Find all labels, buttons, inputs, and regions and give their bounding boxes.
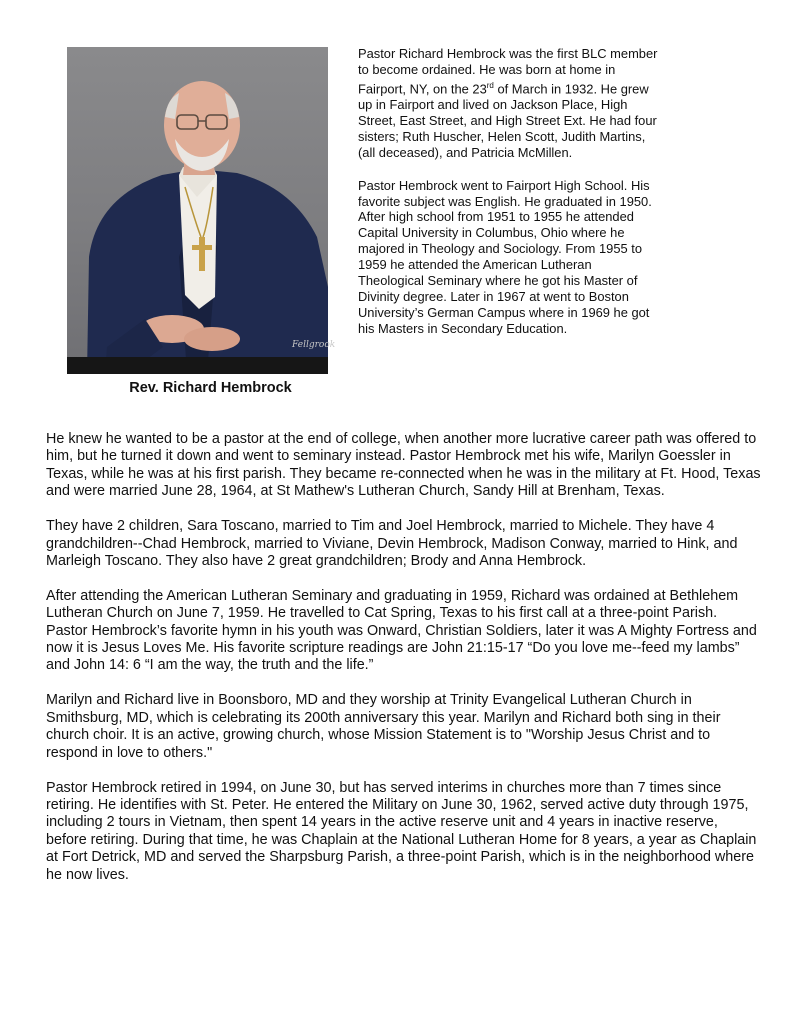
body-paragraph-4: Marilyn and Richard live in Boonsboro, MD and they worship at Trinity Evangelical Lutheran Church in Smithsburg, MD, which is celebrating its 200th anniversary this year. Marilyn and Richard both sing in their church choir. It is an active, growing church, whose Mission Statement is to "Worship Jesus Christ and to respond in love to others.": [46, 692, 721, 761]
intro-paragraph-2: Pastor Hembrock went to Fairport High School. His favorite subject was English. He graduated in 1950. After high school from 1951 to 1955 he attended Capital University in Columbus, Ohio where he majored in Theology and Sociology. From 1955 to 1959 he attended the American Lutheran Theological Seminary where he got his Master of Divinity degree. Later in 1967 at went to Boston University’s German Campus where in 1969 he got his Masters in Secondary Education.: [358, 177, 652, 336]
intro-p1-text: Pastor Richard Hembrock was the first BLC member to become ordained. He was born at home in Fairport, NY, on the 23: [358, 46, 658, 97]
photo-signature: Fellgrook: [292, 340, 336, 350]
intro-p1-text-cont: of March in 1932. He grew up in Fairport and lived on Jackson Place, High Street, East Street, and High Street Ext. He had four sisters; Ruth Huscher, Helen Scott, Judith Martins, (all deceased), and Patricia McMillen.: [358, 81, 657, 160]
biography-body: [46, 431, 761, 901]
body-paragraph-5: Pastor Hembrock retired in 1994, on June 30, but has served interims in churches more than 7 times since retiring. He identifies with St. Peter. He entered the Military on June 30, 1962, served active duty through 1975, including 2 tours in Vietnam, then spent 14 years in the active reserve unit and 4 years in inactive reserve, before retiring. During that time, he was Chaplain at the National Lutheran Home for 8 years, a year as Chaplain at Fort Detrick, MD and served the Sharpsburg Parish, a three-point Parish, which is in the neighborhood where he now lives.: [46, 779, 757, 883]
portrait-photo: [67, 47, 336, 374]
intro-paragraph-1: [358, 46, 658, 161]
ordinal-suffix: rd: [486, 80, 494, 90]
body-paragraph-2: They have 2 children, Sara Toscano, married to Tim and Joel Hembrock, married to Michele. They have 4 grandchildren--Chad Hembrock, married to Viviane, Devin Hembrock, Madison Conway, married to Hink, and Marleigh Toscano. They also have 2 great grandchildren; Brody and Anna Hembrock.: [46, 518, 738, 569]
portrait-illustration: [67, 47, 336, 374]
body-paragraph-1: He knew he wanted to be a pastor at the end of college, when another more lucrative career path was offered to him, but he turned it down and went to seminary instead. Pastor Hembrock met his wife, Marilyn Goessler in Texas, while he was at his first parish. They became re-connected when he was in the military at Ft. Hood, Texas and were married June 28, 1964, at St Mathew's Lutheran Church, Sandy Hill at Brenham, Texas.: [46, 431, 761, 500]
photo-caption: Rev. Richard Hembrock: [129, 380, 292, 396]
intro-column: [358, 46, 658, 354]
body-paragraph-3: After attending the American Lutheran Seminary and graduating in 1959, Richard was ordained at Bethlehem Lutheran Church on June 7, 1959. He travelled to Cat Spring, Texas to his first call at a three-point Parish. Pastor Hembrock’s favorite hymn in his youth was Onward, Christian Soldiers, later it was A Mighty Fortress and now it is Jesus Loves Me. His favorite scripture readings are John 21:15-17 “Do you love me--feed my lambs” and John 14: 6 “I am the way, the truth and the life.”: [46, 587, 757, 674]
